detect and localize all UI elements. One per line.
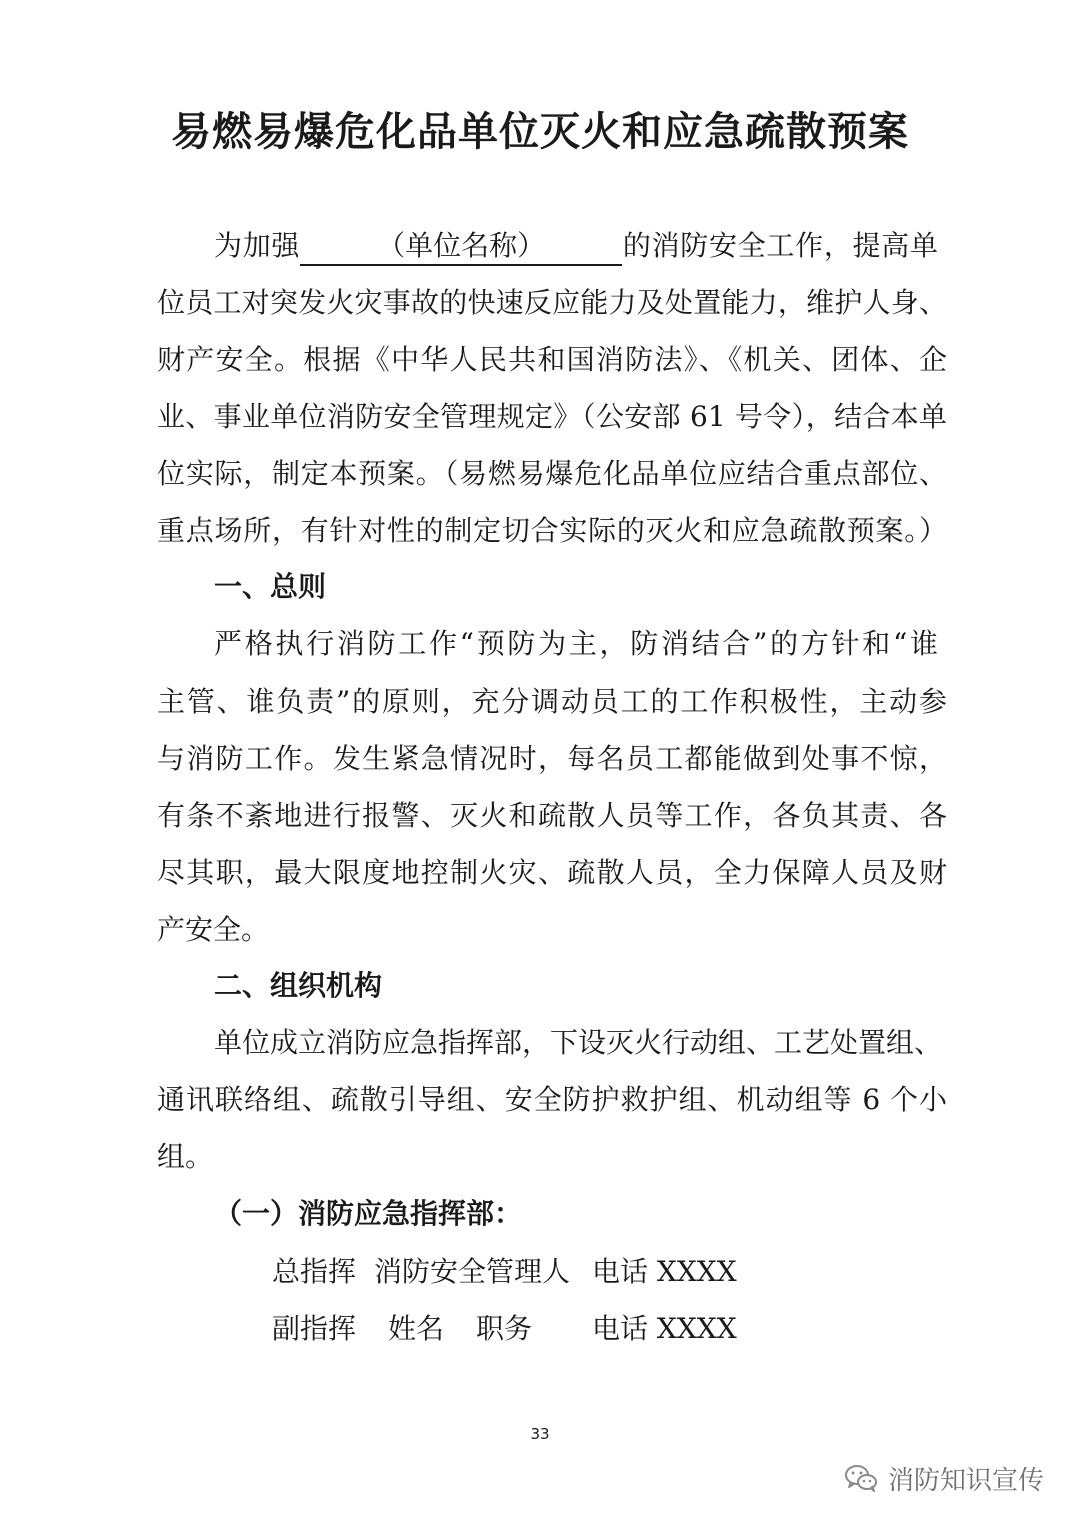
section1-line: 与消防工作。发生紧急情况时，每名员工都能做到处事不惊， bbox=[157, 742, 947, 775]
section1-line: 严格执行消防工作“预防为主，防消结合”的方针和“谁 bbox=[214, 627, 938, 660]
section2-line: 通讯联络组、疏散引导组、安全防护救护组、机动组等 6 个小 bbox=[157, 1083, 947, 1116]
intro-line: 财产安全。根据《中华人民共和国消防法》、《机关、团体、企 bbox=[157, 343, 947, 376]
page-number: 33 bbox=[530, 1425, 550, 1443]
intro-line: 位实际，制定本预案。（易燃易爆危化品单位应结合重点部位、 bbox=[157, 457, 947, 490]
contact-role: 总指挥 bbox=[272, 1255, 357, 1288]
contact-role: 副指挥 bbox=[272, 1312, 357, 1345]
wechat-icon bbox=[844, 1463, 878, 1493]
section2-line: 组。 bbox=[157, 1140, 214, 1173]
section1-line: 主管、谁负责”的原则，充分调动员工的工作积极性，主动参 bbox=[157, 685, 947, 718]
watermark bbox=[844, 1458, 1044, 1498]
section-heading-organization: 二、组织机构 bbox=[214, 969, 383, 1002]
intro-line: 业、事业单位消防安全管理规定》（公安部 61 号令），结合本单 bbox=[157, 400, 947, 433]
section1-line: 尽其职，最大限度地控制火灾、疏散人员，全力保障人员及财 bbox=[157, 856, 947, 889]
intro-line-1 bbox=[214, 226, 938, 266]
watermark-text: 消防知识宣传 bbox=[887, 1465, 1044, 1496]
contact-phone: 电话 XXXX bbox=[592, 1255, 737, 1288]
contact-phone: 电话 XXXX bbox=[592, 1312, 737, 1345]
contact-duty: 职务 bbox=[476, 1312, 533, 1345]
section1-line: 产安全。 bbox=[157, 913, 270, 946]
unit-name-blank: （单位名称） bbox=[300, 228, 622, 266]
contact-person: 消防安全管理人 bbox=[374, 1255, 571, 1288]
intro-prefix: 为加强 bbox=[214, 229, 301, 262]
intro-suffix: 的消防安全工作，提高单 bbox=[622, 229, 938, 262]
subsection-heading-command: （一）消防应急指挥部： bbox=[214, 1197, 523, 1230]
contact-person: 姓名 bbox=[388, 1312, 445, 1345]
section-heading-general: 一、总则 bbox=[214, 570, 327, 603]
section1-line: 有条不紊地进行报警、灭火和疏散人员等工作，各负其责、各 bbox=[157, 799, 947, 832]
section2-line: 单位成立消防应急指挥部，下设灭火行动组、工艺处置组、 bbox=[214, 1026, 943, 1059]
intro-line: 重点场所，有针对性的制定切合实际的灭火和应急疏散预案。） bbox=[157, 514, 947, 547]
document-title: 易燃易爆危化品单位灭火和应急疏散预案 bbox=[171, 109, 909, 155]
intro-line: 位员工对突发火灾事故的快速反应能力及处置能力，维护人身、 bbox=[157, 286, 947, 319]
